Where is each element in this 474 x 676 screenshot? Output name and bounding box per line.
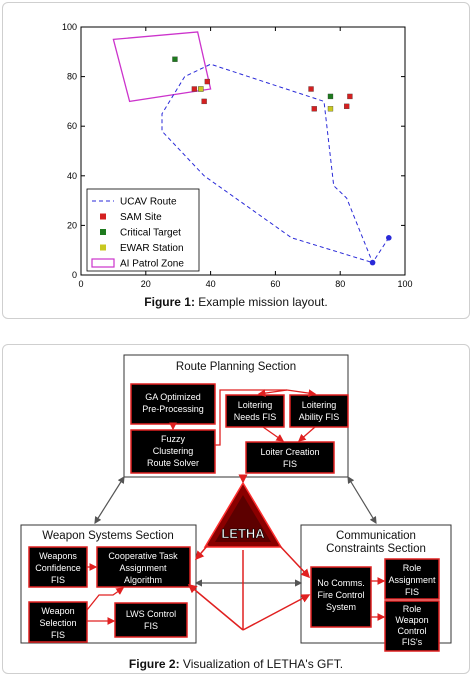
svg-text:GA Optimized: GA Optimized <box>145 392 201 402</box>
y-tick-label: 60 <box>66 121 77 132</box>
svg-text:FIS: FIS <box>50 630 66 640</box>
ewar-station-marker <box>328 106 333 111</box>
red-line-right-to-bottom <box>243 595 309 630</box>
letha-center <box>205 483 281 547</box>
svg-text:Loitering: Loitering <box>301 400 337 410</box>
role-weapon-control-box <box>385 601 439 651</box>
route-endpoint <box>370 260 376 266</box>
svg-text:Assignment: Assignment <box>119 563 167 573</box>
communication-title-line-2: Constraints Section <box>326 543 426 555</box>
svg-text:Ability FIS: Ability FIS <box>298 412 340 422</box>
connector-route-weapon <box>95 477 124 523</box>
figure-2-panel <box>2 344 470 674</box>
loiter-ability-box <box>290 395 348 427</box>
x-tick-label: 80 <box>335 279 346 289</box>
figure-2-caption <box>3 657 469 671</box>
ga-box <box>131 384 215 424</box>
y-tick-label: 0 <box>71 270 77 280</box>
role-assignment-box <box>385 559 439 599</box>
svg-text:Needs FIS: Needs FIS <box>233 412 277 422</box>
legend-swatch-square <box>100 229 106 235</box>
figure-1-caption-label: Figure 1: <box>144 295 195 309</box>
svg-text:Route Solver: Route Solver <box>146 458 200 468</box>
svg-text:Weapon: Weapon <box>395 615 429 625</box>
sam-site-marker <box>205 79 210 84</box>
svg-text:Weapons: Weapons <box>39 551 77 561</box>
fuzzy-box <box>131 430 215 473</box>
svg-text:Role: Role <box>402 563 422 573</box>
y-tick-label: 80 <box>66 71 77 82</box>
svg-text:Clustering: Clustering <box>152 446 194 456</box>
sam-site-marker <box>309 87 314 92</box>
no-comms-box <box>311 567 371 627</box>
y-tick-label: 20 <box>66 220 77 231</box>
svg-text:FIS: FIS <box>404 587 420 597</box>
y-tick-label: 100 <box>61 22 77 32</box>
svg-text:Fuzzy: Fuzzy <box>160 434 186 444</box>
svg-text:LWS Control: LWS Control <box>125 609 177 619</box>
critical-target-marker <box>172 57 177 62</box>
lws-control-box <box>115 603 187 637</box>
svg-text:Pre-Processing: Pre-Processing <box>142 404 204 414</box>
weapons-confidence-box <box>29 547 87 587</box>
communication-title-line-1: Communication <box>336 530 416 542</box>
svg-text:FIS: FIS <box>282 459 298 469</box>
loiter-needs-box <box>226 395 284 427</box>
route-endpoint <box>386 235 392 241</box>
svg-text:FIS's: FIS's <box>401 637 423 647</box>
figure-1-caption <box>3 295 469 309</box>
critical-target-marker <box>328 94 333 99</box>
svg-text:Selection: Selection <box>39 618 77 628</box>
ewar-station-marker <box>198 87 203 92</box>
sam-site-marker <box>344 104 349 109</box>
x-tick-label: 0 <box>78 279 84 289</box>
legend-label: SAM Site <box>120 212 162 223</box>
figure-2-caption-label: Figure 2: <box>128 657 180 671</box>
sam-site-marker <box>192 87 197 92</box>
sam-site-marker <box>312 106 317 111</box>
svg-text:Control: Control <box>397 626 427 636</box>
legend-label: AI Patrol Zone <box>120 258 184 270</box>
svg-text:FIS: FIS <box>50 575 66 585</box>
route-planning-title: Route Planning Section <box>175 361 297 373</box>
svg-text:Algorithm: Algorithm <box>123 575 163 585</box>
svg-text:Assignment: Assignment <box>388 575 436 585</box>
y-tick-label: 40 <box>66 170 77 181</box>
figure-1-caption-text: Example mission layout. <box>194 295 328 309</box>
x-tick-label: 40 <box>205 279 216 289</box>
svg-text:Fire Control: Fire Control <box>317 590 365 600</box>
red-line-letha-left <box>196 545 208 559</box>
mission-layout-chart <box>3 3 469 293</box>
x-tick-label: 60 <box>270 279 281 289</box>
letha-gft-diagram <box>3 345 469 657</box>
svg-text:FIS: FIS <box>143 621 159 631</box>
legend-label: Critical Target <box>120 227 181 239</box>
figure-1-panel <box>2 2 470 319</box>
letha-label: LETHA <box>221 526 265 541</box>
figure-2-caption-text: Visualization of LETHA's GFT. <box>179 657 344 671</box>
svg-text:Loiter Creation: Loiter Creation <box>260 447 320 457</box>
svg-text:Confidence: Confidence <box>35 563 81 573</box>
legend-label: EWAR Station <box>120 243 184 254</box>
svg-text:Loitering: Loitering <box>237 400 273 410</box>
svg-text:Role: Role <box>402 604 422 614</box>
legend-swatch-square <box>100 214 106 220</box>
svg-text:Cooperative Task: Cooperative Task <box>108 551 178 561</box>
svg-text:No Comms.: No Comms. <box>317 578 365 588</box>
svg-text:Weapon: Weapon <box>41 606 75 616</box>
svg-text:System: System <box>325 602 357 612</box>
connector-route-comm <box>348 477 376 523</box>
x-tick-label: 20 <box>140 279 151 289</box>
red-line-left-to-bottom <box>189 585 243 630</box>
x-tick-label: 100 <box>397 279 413 289</box>
sam-site-marker <box>347 94 352 99</box>
loiter-creation-box <box>246 442 334 473</box>
weapon-systems-title: Weapon Systems Section <box>42 530 174 542</box>
cooperative-task-box <box>97 547 190 587</box>
sam-site-marker <box>202 99 207 104</box>
weapon-selection-box <box>29 602 87 642</box>
legend-swatch-square <box>100 245 106 251</box>
legend-label: UCAV Route <box>120 196 177 208</box>
